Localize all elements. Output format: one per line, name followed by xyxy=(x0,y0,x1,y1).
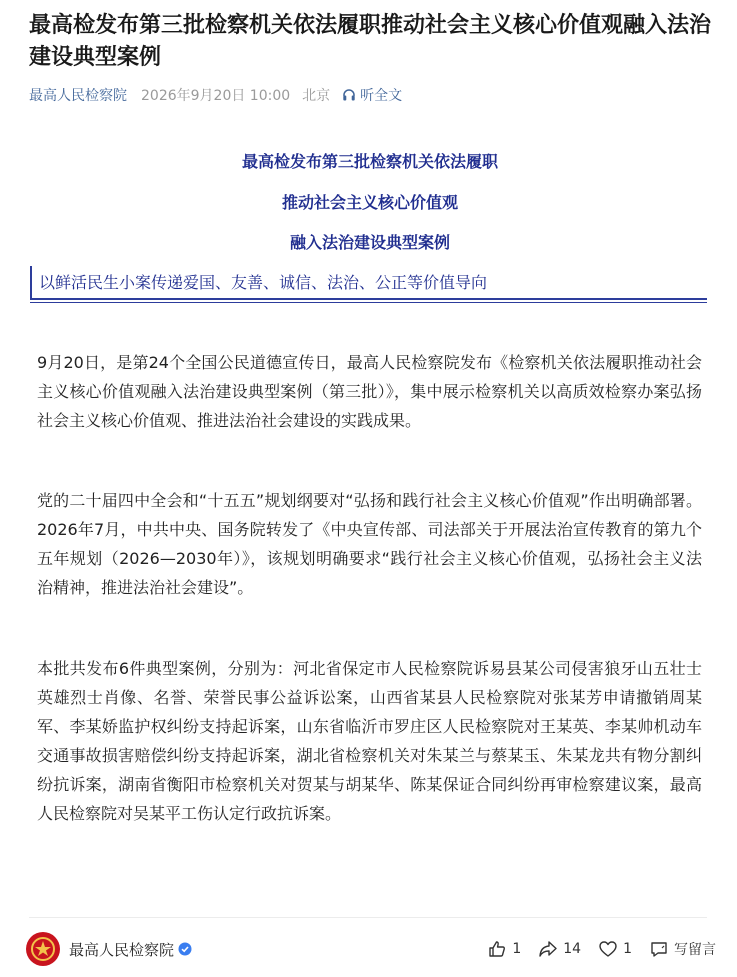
like-button[interactable] xyxy=(487,939,521,959)
comment-button[interactable] xyxy=(649,939,716,959)
listen-button[interactable] xyxy=(342,85,402,105)
favorite-count: 1 xyxy=(623,941,632,957)
banner-subtitle: 以鲜活民生小案传递爱国、友善、诚信、法治、公正等价值导向 xyxy=(30,266,707,300)
emblem-icon xyxy=(30,936,56,962)
body-paragraph-2: 党的二十届四中全会和“十五五”规划纲要对“弘扬和践行社会主义核心价值观”作出明确部署。2026年7月，中共中央、国务院转发了《中央宣传部、司法部关于开展法治宣传教育的第九个五年规划（2026—2030年）》，该规划明确要求“践行社会主义核心价值观，弘扬社会主义法治精神，推进法治社会建设”。 xyxy=(37,491,702,597)
author-name: 最高人民检察院 xyxy=(69,940,175,959)
footer-divider xyxy=(29,917,707,918)
share-icon xyxy=(538,939,558,959)
article-footer xyxy=(26,930,716,968)
favorite-button[interactable] xyxy=(598,939,632,959)
comment-label: 写留言 xyxy=(674,942,716,958)
body-paragraph-3: 本批共发布6件典型案例，分别为：河北省保定市人民检察院诉易县某公司侵害狼牙山五壮士英雄烈士肖像、名誉、荣誉民事公益诉讼案，山西省某县人民检察院对张某芳申请撤销周某军、李某娇监护权纠纷支持起诉案，山东省临沂市罗庄区人民检察院对王某英、李某帅机动车交通事故损害赔偿纠纷支持起诉案，湖北省检察机关对朱某兰与蔡某玉、朱某龙共有物分割纠纷抗诉案，湖南省衡阳市检察机关对贺某与胡某华、陈某保证合同纠纷再审检察建议案，最高人民检察院对吴某平工伤认定行政抗诉案。 xyxy=(37,659,702,823)
share-button[interactable] xyxy=(538,939,581,959)
heart-icon xyxy=(598,939,618,959)
banner-line-3: 融入法治建设典型案例 xyxy=(289,233,450,252)
verified-badge-icon xyxy=(178,942,192,956)
publish-location: 北京 xyxy=(302,88,331,104)
thumbs-up-icon xyxy=(487,939,507,959)
action-bar xyxy=(487,939,716,959)
body-paragraph-1: 9月20日，是第24个全国公民道德宣传日，最高人民检察院发布《检察机关依法履职推动社会主义核心价值观融入法治建设典型案例（第三批）》，集中展示检察机关以高质效检察办案弘扬社会主义核心价值观、推进法治社会建设的实践成果。 xyxy=(37,353,702,430)
share-count: 14 xyxy=(563,941,582,957)
author-name-wrap[interactable] xyxy=(69,939,192,960)
like-count: 1 xyxy=(512,941,522,957)
headphones-icon xyxy=(342,88,356,102)
comment-icon xyxy=(649,939,669,959)
banner-divider xyxy=(30,302,707,303)
listen-label: 听全文 xyxy=(360,88,403,104)
source-link[interactable]: 最高人民检察院 xyxy=(29,88,127,104)
article-title: 最高检发布第三批检察机关依法履职推动社会主义核心价值观融入法治建设典型案例 xyxy=(29,13,712,70)
banner-line-1: 最高检发布第三批检察机关依法履职 xyxy=(241,152,498,171)
publish-datetime: 2026年9月20日 10:00 xyxy=(141,88,291,104)
article-meta xyxy=(29,85,402,105)
avatar[interactable] xyxy=(26,932,60,966)
banner-line-2: 推动社会主义核心价值观 xyxy=(281,193,458,212)
